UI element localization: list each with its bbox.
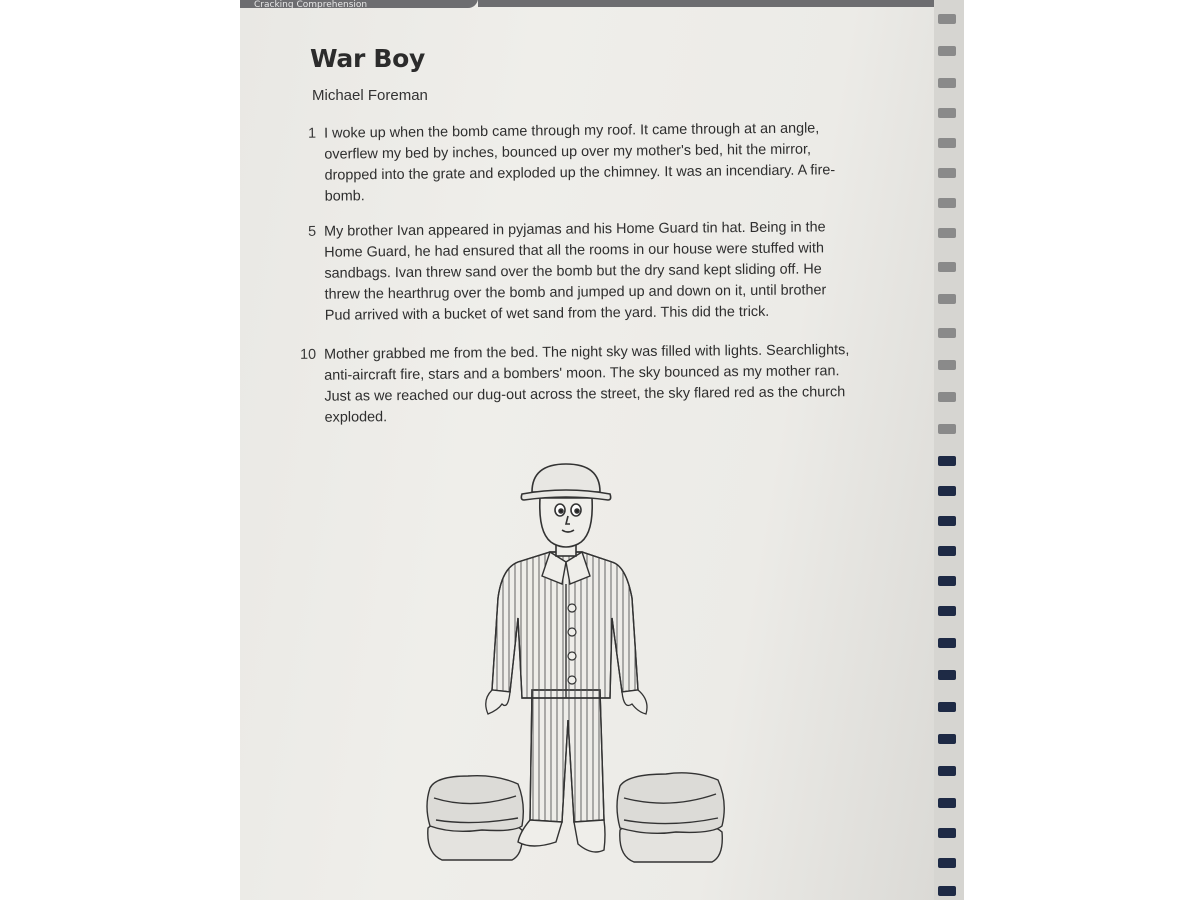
- paragraph-2: [290, 217, 851, 327]
- tin-hat: [521, 464, 610, 500]
- paragraph-text: Mother grabbed me from the bed. The night sky was filled with lights. Searchlights, anti-aircraft fire, stars and a bombers' moon. The sky bounced as my mother ran. Just as we reached our dug-out across the street, the sky flared red as the church exploded.: [324, 342, 850, 426]
- bare-feet: [518, 820, 605, 852]
- boy-illustration: [422, 458, 732, 868]
- paragraph-3: [290, 340, 851, 429]
- pyjama-jacket: [492, 552, 638, 698]
- paragraph-text: My brother Ivan appeared in pyjamas and his Home Guard tin hat. Being in the Home Guard, he had ensured that all the rooms in our house were stuffed with sandbags. Ivan threw sand over the bomb but the dry sand kept sliding off. He threw the hearthrug over the bomb and jumped up and down on it, until brother Pud arrived with a bucket of wet sand from the yard. This did the trick.: [324, 219, 827, 324]
- story-author: Michael Foreman: [312, 87, 428, 104]
- left-sandbag-stack: [427, 776, 523, 860]
- line-number: 5: [308, 223, 317, 240]
- right-sandbag-stack: [617, 773, 724, 862]
- left-background: [0, 0, 240, 900]
- book-label: Cracking Comprehension: [254, 0, 368, 8]
- header-band: [478, 0, 960, 7]
- right-background: [960, 0, 1200, 900]
- line-number: 10: [300, 346, 317, 363]
- pyjama-trousers: [530, 690, 604, 822]
- line-number: 1: [308, 125, 317, 142]
- paragraph-text: I woke up when the bomb came through my roof. It came through at an angle, overflew my bed by inches, bounced up over my mother's bed, hit the mirror, dropped into the grate and exploded up the chimney. It was an incendiary. A fire-bomb.: [324, 120, 836, 205]
- spiral-binding: [934, 0, 964, 900]
- boy-head: [540, 498, 592, 556]
- paragraph-1: [290, 118, 851, 208]
- header-tab: [240, 0, 478, 8]
- book-page: [240, 0, 960, 900]
- story-title: War Boy: [310, 44, 426, 73]
